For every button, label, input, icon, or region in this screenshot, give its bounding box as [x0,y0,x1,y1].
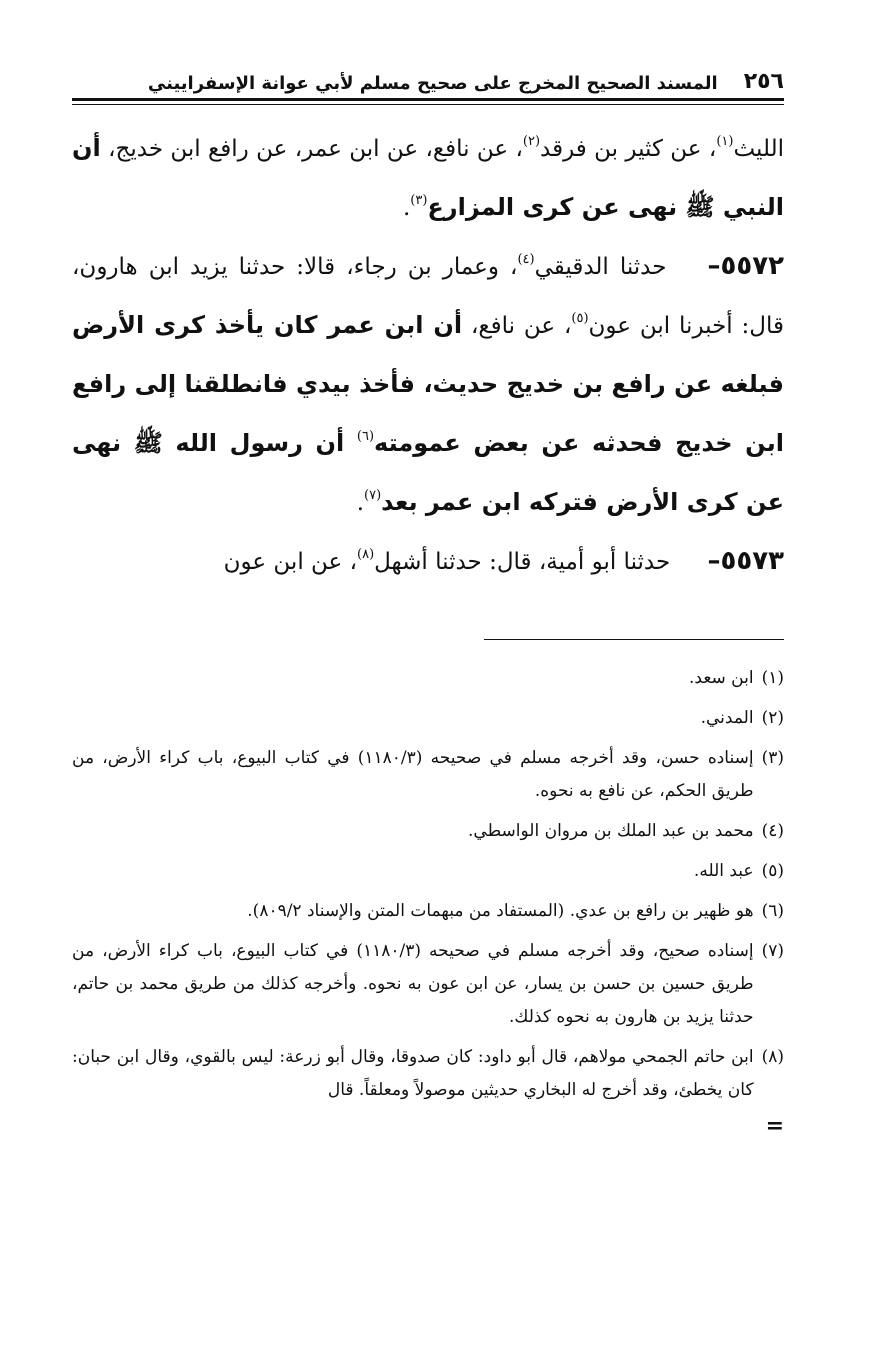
hadith-5572 [72,237,784,532]
text-segment: ، عن كثير بن فرقد [540,136,717,162]
header-rule-thin [72,104,784,105]
footnote-text: إسناده صحيح، وقد أخرجه مسلم في صحيحه (١١٨٠/٣) في كتاب البيوع، باب كراء الأرض، من طريق حسين بن حسن بن يسار، عن ابن عون به نحوه. وأخرجه كذلك من طريق محمد بن حاتم، حدثنا يزيد بن هارون به نحوه كذلك. [72,941,754,1027]
header-rule-thick [72,98,784,101]
footnote [72,815,784,848]
footnote-text: المدني. [700,708,754,728]
paragraph-continuation [72,119,784,237]
hadith-number: ٥٥٧٢– [707,251,784,281]
footnote-ref: (٧) [364,488,382,504]
running-title: المسند الصحيح المخرج على صحيح مسلم لأبي عوانة الإسفراييني [147,73,718,94]
continuation-mark: = [765,1113,784,1139]
text-segment: . [356,490,365,516]
footnote-ref: (٢) [522,134,541,150]
text-segment: الليث [733,136,784,162]
footnote-text: ابن حاتم الجمحي مولاهم، قال أبو داود: كان صدوقا، وقال أبو زرعة: ليس بالقوي، وقال ابن حبان: كان يخطئ، وقد أخرج له البخاري حديثين موصولاً ومعلقاً. قال [72,1047,754,1100]
footnote-ref: (٤) [517,252,535,268]
text-segment: حدثنا أبو أمية، قال: حدثنا أشهل [374,549,678,575]
footnote-mark: (٢) [761,708,784,728]
footnote [72,742,784,808]
footnote [72,662,784,695]
running-header [72,60,784,94]
footnote-ref: (٦) [356,429,375,445]
footnote-text: محمد بن عبد الملك بن مروان الواسطي. [468,821,754,841]
footnote-text: عبد الله. [693,861,754,881]
footnote [72,935,784,1034]
hadith-matn: أن النبي ﷺ نهى عن كرى المزارع [72,134,784,221]
footnote-mark: (٦) [761,901,784,921]
footnote-ref: (٥) [571,311,589,327]
footnote-text: هو ظهير بن رافع بن عدي. (المستفاد من مبهمات المتن والإسناد ٨٠٩/٢). [247,901,754,921]
footnote [72,895,784,928]
footnotes [72,662,784,1137]
footnote-ref: (٨) [357,547,375,563]
footnote-mark: (١) [761,668,784,688]
text-segment: . [402,195,411,221]
footnote-mark: (٣) [761,748,784,768]
footnote [72,1041,784,1107]
page-number: ٢٥٦ [743,69,784,94]
footnote [72,855,784,888]
text-segment: ، عن ابن عون [223,549,357,575]
text-segment: ، عن نافع، عن ابن عمر، عن رافع ابن خديج، [100,136,523,162]
book-page [72,60,784,1137]
hadith-number: ٥٥٧٣– [707,546,784,576]
footnote [72,702,784,735]
text-segment: ، وعمار بن رجاء، قالا: حدثنا يزيد ابن هارون، قال: أخبرنا ابن عون [72,254,785,339]
footnote-separator [484,639,784,640]
footnote-text: إسناده حسن، وقد أخرجه مسلم في صحيحه (١١٨٠/٣) في كتاب البيوع، باب كراء الأرض، من طريق الحكم، عن نافع به نحوه. [72,748,754,801]
hadith-5573 [72,532,784,591]
footnote-mark: (٥) [761,861,784,881]
hadith-matn: أن ابن عمر كان يأخذ كرى الأرض فبلغه عن رافع بن خديج حديث، فأخذ بيدي فانطلقنا إلى رافع ابن خديج فحدثه عن بعض عمومته [72,311,785,457]
footnote-ref: (٣) [410,193,428,209]
footnote-mark: (٧) [761,941,784,961]
footnote-mark: (٨) [761,1047,784,1067]
footnote-ref: (١) [716,134,734,150]
main-text [72,119,784,591]
text-segment: ، عن نافع، [462,313,572,339]
footnote-mark: (٤) [761,821,784,841]
hadith-matn: أن رسول الله ﷺ نهى عن كرى الأرض فتركه ابن عمر بعد [72,429,784,516]
text-segment: حدثنا الدقيقي [534,254,678,280]
footnote-text: ابن سعد. [689,668,754,688]
